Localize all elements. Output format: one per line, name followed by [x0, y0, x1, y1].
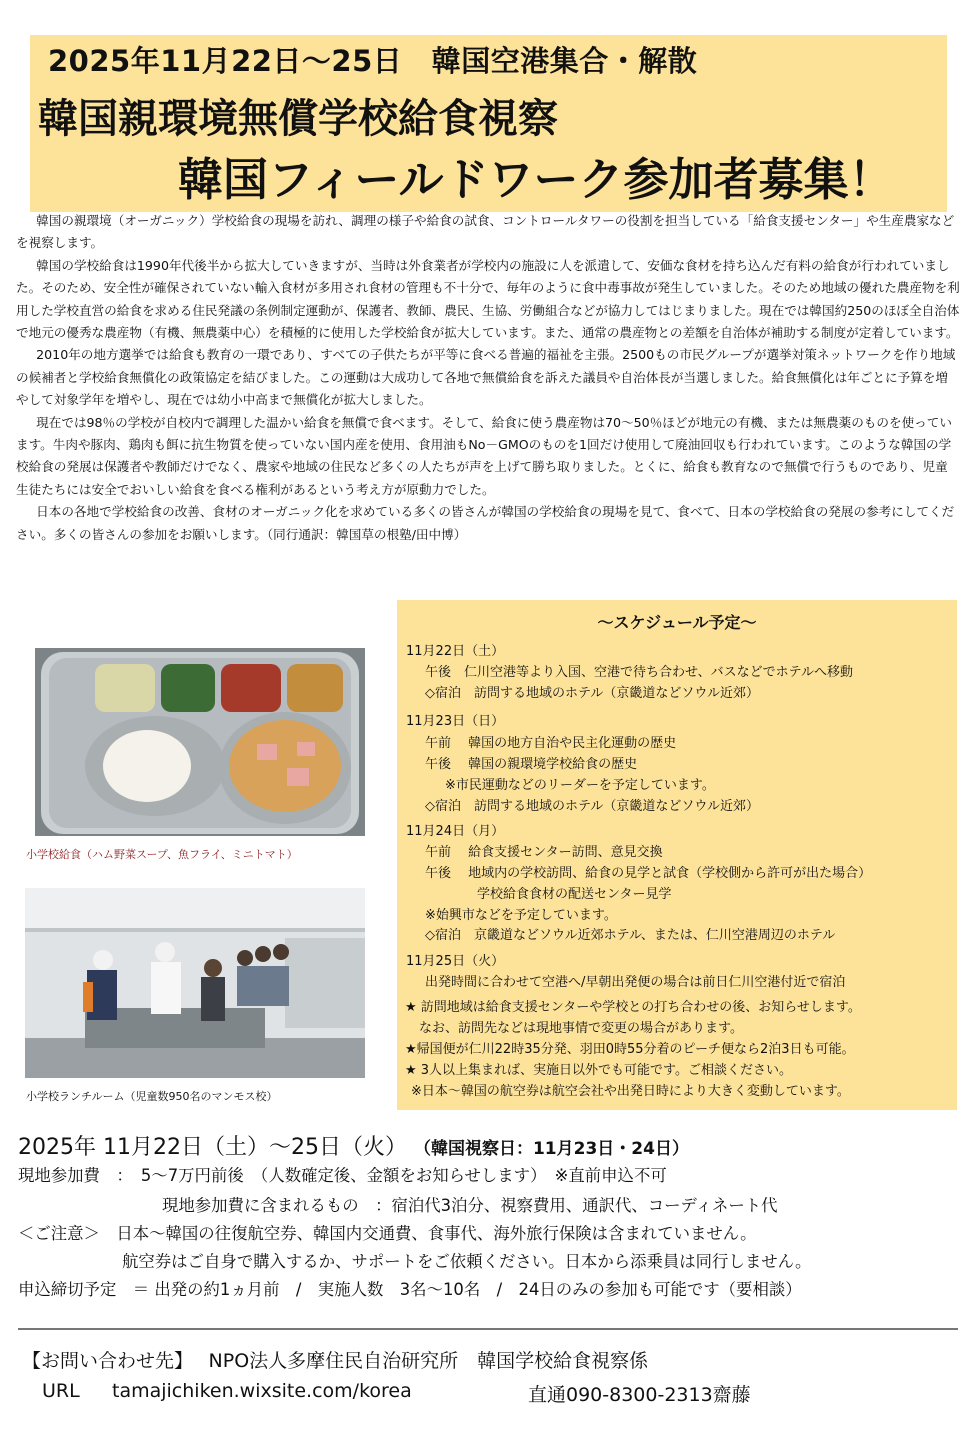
schedule-box [397, 600, 957, 1110]
schedule-note: ★帰国便が仁川22時35分発、羽田0時55分着のピーチ便なら2泊3日も可能。 [405, 1042, 855, 1057]
schedule-title: ～スケジュール予定～ [597, 613, 757, 632]
visit-days: （韓国視察日：11月23日・24日） [413, 1139, 689, 1159]
lunch-room-photo [25, 888, 365, 1078]
phone-number: 直通090-8300-2313齋藤 [528, 1384, 751, 1406]
schedule-item: 学校給食食材の配送センター見学 [477, 887, 672, 902]
schedule-note: ※始興市などを予定しています。 [425, 908, 617, 923]
schedule-item: 午後 地域内の学校訪問、給食の見学と試食（学校側から許可が出た場合） [425, 866, 872, 881]
photo-caption: 小学校ランチルーム（児童数950名のマンモス校） [26, 1090, 278, 1103]
intro-paragraph: 韓国の親環境（オーガニック）学校給食の現場を訪れ、調理の様子や給食の試食、コントロールタワーの役割を担当している「給食支援センター」や生産農家などを視察します。 [16, 213, 955, 251]
intro-paragraph: 2010年の地方選挙では給食も教育の一環であり、すべての子供たちが平等に食べる普遍的福祉を主張。2500もの市民グループが選挙対策ネットワークを作り地域の候補者と学校給食無償化の政策協定を結びました。この運動は大成功して各地で無償給食を訴えた議員や自治体長が当選しました。給食無償化は年ごとに予算を増やして対象学年を増やし、現在では幼小中高まで無償化が拡大しました。 [16, 347, 956, 408]
fee-includes-line: 現地参加費に含まれるもの ：宿泊代3泊分、視察費用、通訳代、コーディネート代 [162, 1196, 778, 1215]
schedule-item: 午前 韓国の地方自治や民主化運動の歴史 [425, 736, 677, 751]
schedule-item: 午前 給食支援センター訪問、意見交換 [425, 845, 663, 860]
schedule-note: なお、訪問先などは現地事情で変更の場合があります。 [419, 1021, 743, 1036]
schedule-item: ◇宿泊 京畿道などソウル近郊ホテル、または、仁川空港周辺のホテル [425, 928, 836, 943]
divider [18, 1328, 958, 1330]
caution-line: 航空券はご自身で購入するか、サポートをご依頼ください。日本から添乗員は同行しません。 [122, 1252, 812, 1271]
fee-line: 現地参加費 ： 5～7万円前後 （人数確定後、金額をお知らせします） ※直前申込不可 [18, 1166, 667, 1185]
lunch-tray-illustration [35, 648, 365, 836]
schedule-item: ◇宿泊 訪問する地域のホテル（京畿道などソウル近郊） [425, 686, 759, 701]
deadline-line: 申込締切予定 ＝ 出発の約1ヵ月前 / 実施人数 3名～10名 / 24日のみの参加も可能です（要相談） [18, 1280, 802, 1299]
intro-text [16, 210, 960, 546]
page-subtitle: 韓国フィールドワーク参加者募集！ [178, 153, 894, 206]
schedule-day-heading: 11月25日（火） [406, 954, 505, 969]
page-title: 韓国親環境無償学校給食視察 [38, 96, 558, 142]
event-date-heading: 2025年11月22日～25日 韓国空港集合・解散 [48, 44, 698, 78]
event-date-main: 2025年 11月22日（土）～25日（火） [18, 1135, 407, 1160]
schedule-item: ◇宿泊 訪問する地域のホテル（京畿道などソウル近郊） [425, 799, 759, 814]
lunch-room-illustration [25, 888, 365, 1078]
schedule-item: 午後 韓国の親環境学校給食の歴史 [425, 757, 638, 772]
schedule-day-heading: 11月23日（日） [406, 714, 505, 729]
photo-caption: 小学校給食（ハム野菜スープ、魚フライ、ミニトマト） [26, 848, 298, 861]
schedule-note: ※市民運動などのリーダーを予定しています。 [445, 778, 715, 793]
intro-paragraph: 現在では98％の学校が自校内で調理した温かい給食を無償で食べます。そして、給食に使う農産物は70～50％ほどが地元の有機、または無農薬のものを使っています。牛肉や豚肉、鶏肉も餌に抗生物質を使っていない国内産を使用、食用油もNo－GMOのものを1回だけ使用して廃油回収も行われています。このような韓国の学校給食の発展は保護者や教師だけでなく、農家や地域の住民など多くの人たちが声を上げて勝ち取りました。とくに、給食も教育なので無償で行うものであり、児童生徒たちには安全でおいしい給食を食べる権利があるという考え方が原動力でした。 [16, 414, 952, 497]
schedule-note: ★ 訪問地域は給食支援センターや学校との打ち合わせの後、お知らせします。 [405, 1000, 861, 1015]
schedule-item: 午後 仁川空港等より入国、空港で待ち合わせ、バスなどでホテルへ移動 [425, 665, 853, 680]
schedule-note: ★ 3人以上集まれば、実施日以外でも可能です。ご相談ください。 [405, 1063, 793, 1078]
event-date [18, 1130, 689, 1161]
contact-line: 【お問い合わせ先】 NPO法人多摩住民自治研究所 韓国学校給食視察係 [22, 1350, 649, 1372]
url-label: URL [42, 1380, 80, 1402]
intro-paragraph: 日本の各地で学校給食の改善、食材のオーガニック化を求めている多くの皆さんが韓国の学校給食の現場を見て、食べて、日本の学校給食の発展の参考にしてください。多くの皆さんの参加をお願いします。（同行通訳：韓国草の根塾/田中博） [16, 504, 955, 542]
title-banner [30, 35, 947, 212]
caution-line: ＜ご注意＞ 日本～韓国の往復航空券、韓国内交通費、食事代、海外旅行保険は含まれていません。 [18, 1224, 757, 1243]
intro-paragraph: 韓国の学校給食は1990年代後半から拡大していきますが、当時は外食業者が学校内の施設に人を派遣して、安価な食材を持ち込んだ有料の給食が行われていました。そのため、安全性が確保されていない輸入食材が多用され食材の管理も不十分で、毎年のように食中毒事故が発生していました。そのため地域の優れた農産物を利用した学校直営の給食を求める住民発議の条例制定運動が、保護者、教師、農民、生協、労働組合などが協力してはじまりました。現在では韓国約250のほぼ全自治体で地元の優秀な農産物（有機、無農薬中心）を積極的に使用した学校給食が拡大しています。また、通常の農産物との差額を自治体が補助する制度が定着しています。 [16, 257, 960, 341]
schedule-day-heading: 11月24日（月） [406, 824, 505, 839]
schedule-day-heading: 11月22日（土） [406, 644, 505, 659]
schedule-item: 出発時間に合わせて空港へ/早朝出発便の場合は前日仁川空港付近で宿泊 [425, 975, 846, 990]
school-lunch-photo [35, 648, 365, 836]
schedule-note: ※日本～韓国の航空券は航空会社や出発日時により大きく変動しています。 [411, 1084, 850, 1099]
website-url[interactable]: tamajichiken.wixsite.com/korea [112, 1380, 412, 1402]
